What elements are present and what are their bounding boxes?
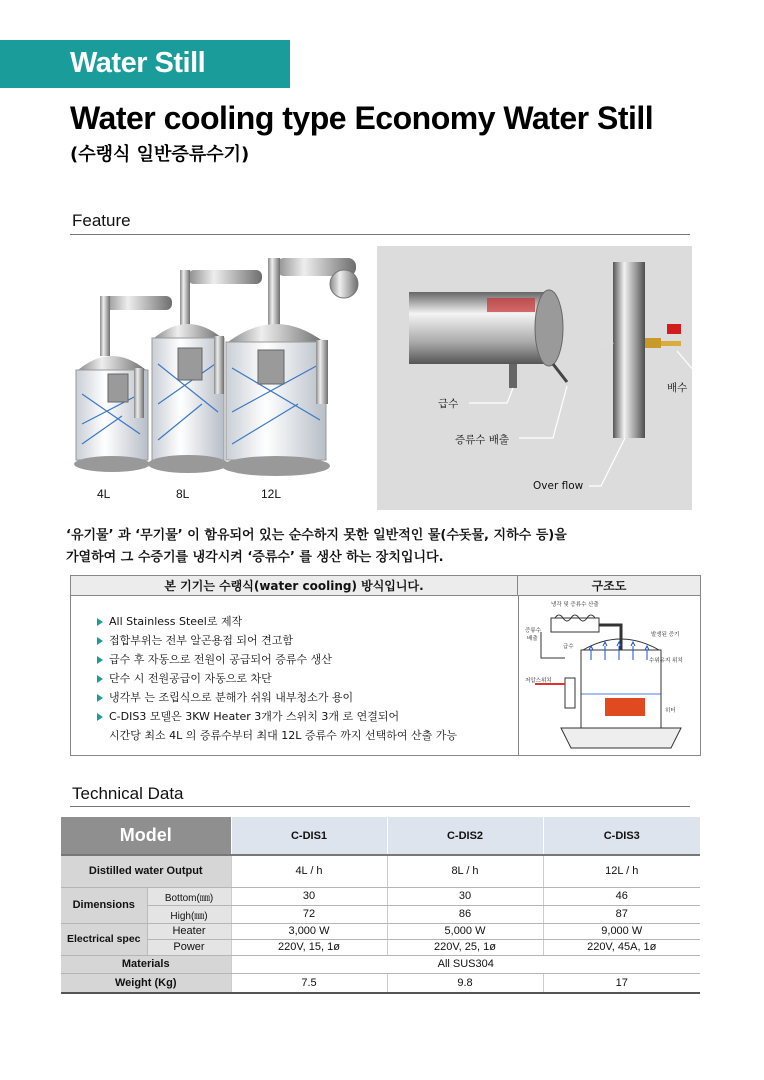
structure-diagram-header: 구조도 [518,576,700,596]
feature-heading: Feature [72,211,131,230]
table-cell: 9,000 W [543,923,700,939]
feature-item: All Stainless Steel로 제작 [95,612,457,631]
model-column-header: C-DIS3 [543,817,700,855]
feature-item: 냉각부 는 조립식으로 분해가 쉬워 내부청소가 용이 [95,688,457,707]
model-header: Model [61,817,231,855]
row-label-output: Distilled water Output [61,855,231,887]
table-cell: 9.8 [387,973,543,993]
feature-item: C-DIS3 모델은 3KW Heater 3개가 스위치 3개 로 연결되어 [95,707,457,726]
intro-line-1: ‘유기물’ 과 ‘무기물’ 이 함유되어 있는 순수하지 못한 일반적인 물(수돗물, 지하수 등)을 [66,528,567,543]
table-header-row [61,817,700,855]
table-cell: 12L / h [543,855,700,887]
feature-box-divider [518,596,519,755]
sub-label-power: Power [147,939,231,955]
table-cell: All SUS304 [231,955,700,973]
size-label-8l: 8L [176,487,190,501]
diagram-label-top: 냉각 및 증류수 산출 [551,602,599,608]
model-column-header: C-DIS2 [387,817,543,855]
diagram-label-distilled: 증류수 [525,628,541,634]
table-cell: 4L / h [231,855,387,887]
tech-rule [70,806,690,807]
category-banner [0,40,290,88]
detail-illustration [377,246,692,510]
table-cell: 72 [231,905,387,923]
callout-overflow: Over flow [533,480,584,492]
size-label-4l: 4L [97,487,111,501]
table-cell: 17 [543,973,700,993]
callout-distilled-out: 증류수 배출 [455,434,510,446]
row-label-electrical: Electrical spec [61,923,147,955]
tech-heading: Technical Data [72,784,184,803]
table-row [61,887,700,905]
table-cell: 30 [231,887,387,905]
table-cell: 5,000 W [387,923,543,939]
model-column-header: C-DIS1 [231,817,387,855]
product-photo [62,244,368,504]
table-cell: 8L / h [387,855,543,887]
diagram-label-level: 수위유지 위치 [649,658,683,664]
feature-item: 급수 후 자동으로 전원이 공급되어 증류수 생산 [95,650,457,669]
feature-item: 단수 시 전원공급이 자동으로 차단 [95,669,457,688]
sub-label-bottom: Bottom(㎜) [147,887,231,905]
row-label-weight: Weight (Kg) [61,973,231,993]
structure-diagram [521,598,699,754]
row-label-materials: Materials [61,955,231,973]
size-label-12l: 12L [261,487,282,501]
table-row [61,955,700,973]
feature-rule [70,234,690,235]
diagram-label-steam: 발생된 증기 [651,632,680,638]
diagram-label-feed: 급수 [563,644,574,650]
callout-drain: 배수 [667,382,688,394]
detail-photo [377,246,692,510]
table-row [61,973,700,993]
table-cell: 3,000 W [231,923,387,939]
feature-item: 접합부위는 전부 알곤용접 되어 견고함 [95,631,457,650]
feature-box [70,575,701,756]
table-cell: 30 [387,887,543,905]
table-row [61,855,700,887]
still-12l [222,258,358,476]
table-cell: 7.5 [231,973,387,993]
banner-label: Water Still [70,47,206,79]
page-subtitle: (수랭식 일반증류수기) [70,144,250,165]
diagram-label-switch: 저압스위치 [525,678,552,684]
table-row [61,939,700,955]
callout-feed: 급수 [438,398,459,410]
diagram-label-heater: 히터 [665,708,676,714]
row-label-dimensions: Dimensions [61,887,147,923]
feature-box-header: 본 기기는 수랭식(water cooling) 방식입니다. [71,576,518,596]
table-cell: 220V, 15, 1ø [231,939,387,955]
feature-list [95,612,457,745]
table-row [61,923,700,939]
table-cell: 46 [543,887,700,905]
tech-table [61,817,700,994]
page-title: Water cooling type Economy Water Still [70,100,654,136]
table-row [61,905,700,923]
intro-line-2: 가열하여 그 수증기를 냉각시켜 ‘증류수’ 를 생산 하는 장치입니다. [66,550,444,565]
table-cell: 87 [543,905,700,923]
table-cell: 220V, 45A, 1ø [543,939,700,955]
table-cell: 220V, 25, 1ø [387,939,543,955]
sub-label-high: High(㎜) [147,905,231,923]
diagram-label-outlet: 배출 [527,636,538,642]
table-cell: 86 [387,905,543,923]
feature-item-continuation: 시간당 최소 4L 의 증류수부터 최대 12L 증류수 까지 선택하여 산출 가능 [109,729,457,742]
sub-label-heater: Heater [147,923,231,939]
